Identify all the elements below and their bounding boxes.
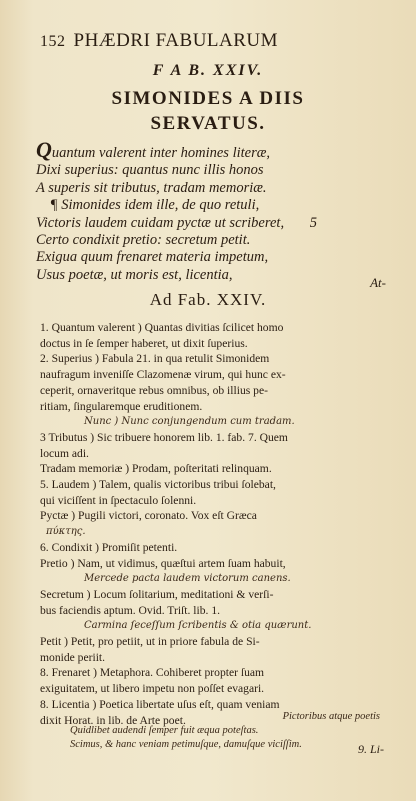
note-line: locum adi.: [40, 446, 89, 460]
poem-line: Dixi superius: quantus nunc illis honos: [36, 162, 264, 179]
handwritten-note: Mercede pacta laudem victorum canens.: [84, 573, 291, 585]
poem-text: [36, 137, 396, 284]
fable-title-line-1: SIMONIDES A DIIS: [111, 88, 305, 109]
poem-catchword: At-: [370, 275, 386, 290]
page-catchword: 9. Li-: [357, 742, 384, 756]
handwritten-footer-line: Scimus, & hanc veniam petimuſque, damuſque viciſſim.: [70, 739, 302, 750]
poem-line: Victoris laudem cuidam pyctæ ut scriberet, 5: [36, 214, 317, 231]
poem-line: Exigua quum frenaret materia impetum,: [36, 249, 269, 266]
paragraph-mark: ¶: [50, 197, 58, 214]
handwritten-note: Nunc ) Nunc conjungendum cum tradam.: [84, 416, 295, 428]
handwritten-footer: [70, 710, 400, 752]
note-line: naufragum inveniſſe Clazomenæ virum, qui hunc ex-: [40, 368, 286, 382]
note-line: bus faciendis aptum. Ovid. Triſt. lib. 1.: [40, 603, 221, 617]
fable-number: F A B. XXIV.: [152, 62, 264, 79]
note-line: ritiam, ſingularemque eruditionem.: [40, 399, 203, 413]
handwritten-note: πύκτης.: [46, 526, 86, 538]
fable-title-line-2: SERVATUS.: [150, 113, 266, 134]
note-line: ceperit, ornaveritque rebus omnibus, ob illius pe-: [40, 383, 268, 397]
note-line: doctus in ſe ſemper haberet, ut dixit ſuperius.: [40, 336, 248, 350]
note-line: 1. Quantum valerent ) Quantas divitias ſcilicet homo: [40, 321, 284, 334]
running-header: [40, 30, 392, 52]
note-line: exiguitatem, ut libero impetu non poſſet evagari.: [40, 682, 265, 696]
margin-mark: 5: [309, 214, 317, 231]
note-line: 6. Condixit ) Promiſit petenti.: [40, 540, 178, 554]
notes-heading: Ad Fab. XXIV.: [149, 290, 267, 309]
running-title: PHÆDRI FABULARUM: [73, 30, 279, 51]
poem-line: A superis sit tributus, tradam memoriæ.: [36, 179, 267, 196]
drop-cap: Q: [36, 137, 52, 162]
note-line: Petit ) Petit, pro petiit, ut in priore fabula de Si-: [40, 635, 260, 649]
note-line: 8. Frenaret ) Metaphora. Cohiberet propter ſuam: [40, 666, 265, 680]
handwritten-footer-line: Pictoribus atque poetis: [282, 711, 380, 722]
poem-line: Quantum valerent inter homines literæ,: [36, 137, 271, 162]
note-line: 2. Superius ) Fabula 21. in qua retulit Simonidem: [40, 352, 270, 366]
note-line: Secretum ) Locum ſolitarium, meditationi & verſi-: [40, 587, 274, 601]
poem-line: Usus poetæ, ut moris est, licentia,: [36, 266, 233, 283]
note-line: 8. Licentia ) Poetica libertate uſus eſt, quam veniam: [40, 697, 280, 711]
note-line: Tradam memoriæ ) Prodam, poſteritati relinquam.: [40, 462, 272, 476]
note-line: Pyctæ ) Pugili victori, coronato. Vox eſt Græca: [40, 509, 257, 523]
page-number: 152: [40, 33, 66, 50]
notes-text: [40, 320, 376, 728]
handwritten-note: Carmina ſeceſſum ſcribentis & otia quærunt.: [84, 620, 312, 632]
note-line: 5. Laudem ) Talem, qualis victoribus tribui ſolebat,: [40, 478, 276, 492]
poem-line: ¶ Simonides idem ille, de quo retuli,: [50, 197, 260, 214]
note-line: dixit Horat. in lib. de Arte poet.: [40, 713, 186, 727]
note-line: Pretio ) Nam, ut vidimus, quæſtui artem ſuam habuit,: [40, 556, 286, 570]
handwritten-footer-line: Quidlibet audendi ſemper fuit æqua poteſtas.: [70, 725, 259, 736]
note-line: qui viciſſent in ſpectaculo ſolenni.: [40, 493, 197, 507]
poem-line: Certo condixit pretio: secretum petit.: [36, 232, 251, 249]
note-line: monide periit.: [40, 650, 106, 664]
note-line: 3 Tributus ) Sic tribuere honorem lib. 1. fab. 7. Quem: [40, 430, 288, 444]
